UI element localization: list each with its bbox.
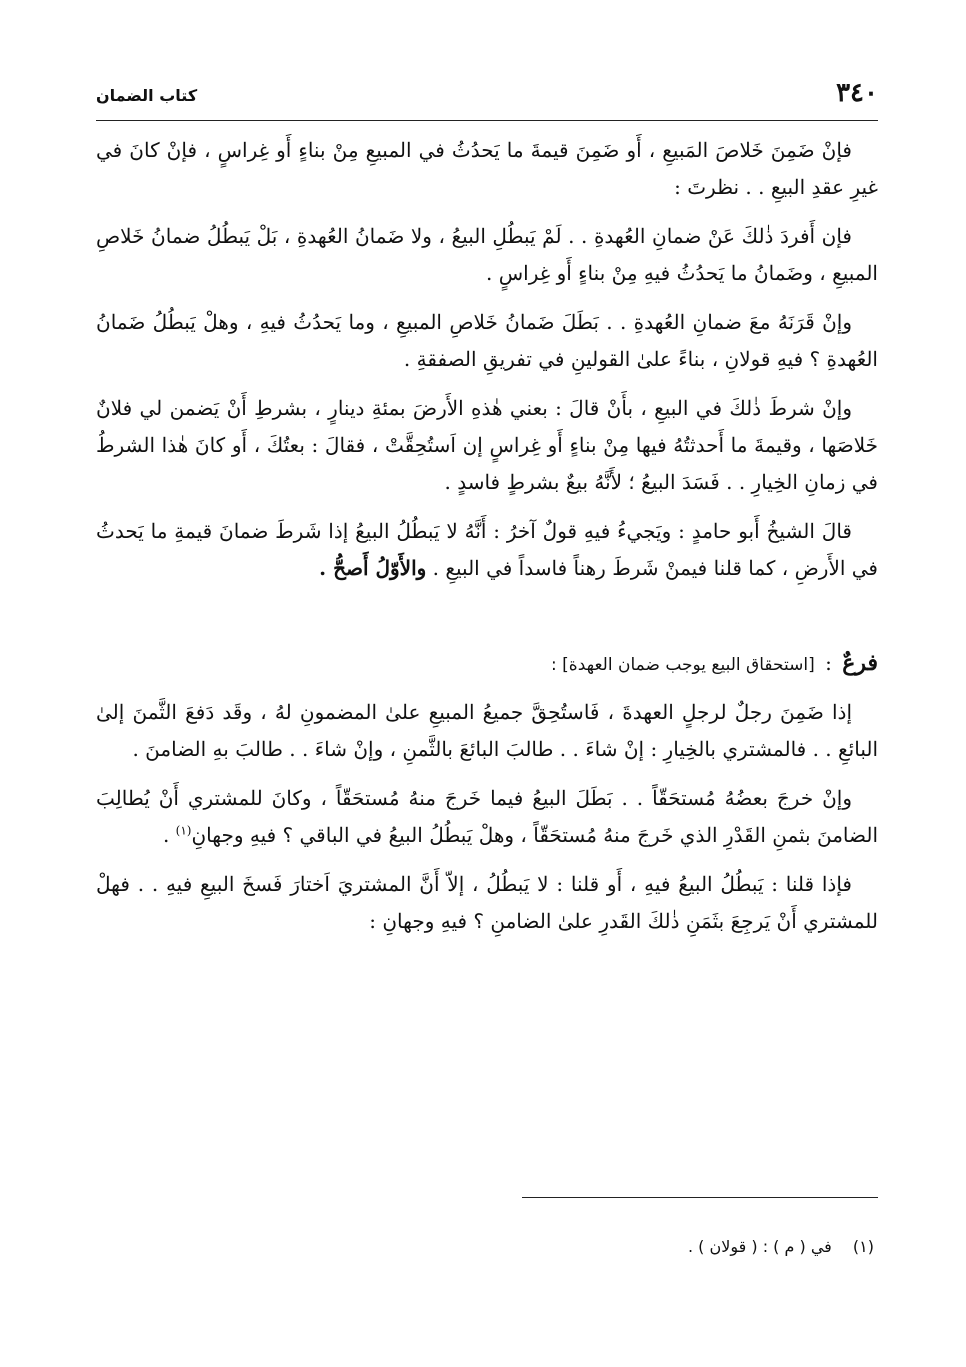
section-paragraph-2 bbox=[96, 780, 878, 854]
paragraph-3: وإنْ قَرَنَهُ معَ ضمانِ العُهدةِ . . بَطَلَ ضَمانُ خَلاصِ المبيعِ ، وما يَحدُثُ فيهِ ، وهلْ يَبطُلُ ضَمانُ العُهدةِ ؟ فيهِ قولانِ ، بناءً علىٰ القولينِ في تفريقِ الصفقةِ . bbox=[96, 310, 878, 371]
paragraph-abu-hamid bbox=[96, 513, 878, 587]
page-number: ٣٤٠ bbox=[836, 78, 878, 108]
section-label: فرعٌ bbox=[842, 650, 878, 676]
section-title: [استحقاق البيع يوجب ضمان العهدة] : bbox=[551, 655, 815, 675]
footnote-text: في ( م ) : ( قولان ) . bbox=[688, 1237, 832, 1256]
section-heading bbox=[96, 645, 878, 684]
section-paragraph-3: فإذا قلنا : يَبطُلُ البيعُ فيهِ ، أَو قلنا : لا يَبطُلُ ، إلاّ أَنَّ المشتريَ اَختارَ فَسخَ البيعِ فيهِ . . فهلْ للمشتري أَنْ يَرجِعَ بثَمَنِ ذٰلكَ القَدرِ علىٰ الضامنِ ؟ فيهِ وجهانِ : bbox=[96, 872, 878, 933]
footnote-number: (١) bbox=[852, 1237, 874, 1256]
paragraph-2: فإن أَفردَ ذٰلكَ عَنْ ضمانِ العُهدةِ . . لَمْ يَبطُلِ البيعُ ، ولا ضَمانُ العُهدةِ ، بَلْ يَبطُلُ ضمانُ خَلاصِ المبيعِ ، وضَمانُ ما يَحدُثُ فيهِ مِنْ بناءٍ أَو غِراسٍ . bbox=[96, 224, 878, 285]
paragraph-1: فإنْ ضَمِنَ خَلاصَ المَبيعِ ، أَو ضَمِنَ قيمةَ ما يَحدُثُ في المبيعِ مِنْ بناءٍ أَو غِراسٍ ، فإنْ كانَ في غيرِ عقدِ البيعِ . . نظرتَ : bbox=[96, 138, 878, 199]
wajhan-text: وإنْ خرجَ بعضُهُ مُستحَقّاً . . بَطَلَ البيعُ فيما خَرجَ منهُ مُستحَقّاً ، وكانَ للمشتري أَنْ يُطالِبَ الضامنَ بثمنِ القَدْرِ الذي خَرجَ منهُ مُستحَقّاً ، وهلْ يَبطُلُ البيعُ في الباقي ؟ فيهِ وجهانِ bbox=[96, 786, 878, 847]
wajhan-end: . bbox=[162, 823, 176, 847]
abu-hamid-text: قالَ الشيخُ أَبو حامدٍ : ويَجيءُ فيهِ قولٌ آخرُ : أَنَّهُ لا يَبطُلُ البيعُ إذا شَرطَ ضمانَ قيمةِ ما يَحدثُ في الأَرضِ ، كما قلنا فيمنْ شَرطَ رهناً فاسداً في البيعِ . bbox=[96, 519, 878, 580]
abu-hamid-conclusion: والأَوّلُ أَصحُّ . bbox=[319, 556, 427, 580]
page-header bbox=[96, 76, 878, 116]
footnote-divider bbox=[522, 1197, 878, 1198]
section-separator: : bbox=[825, 651, 832, 675]
body-text bbox=[96, 132, 878, 952]
footnote-reference[interactable]: (١) bbox=[175, 823, 192, 838]
section-paragraph-1: إذا ضَمِنَ رجلٌ لرجلٍ العهدةَ ، فَاستُحِقَّ جميعُ المبيعِ علىٰ المضمونِ لهُ ، وقَد دَفعَ الثَّمنَ إلىٰ البائعِ . . فالمشتري بالخِيارِ : إنْ شاءَ . . طالبَ البائعَ بالثَّمنِ ، وإنْ شاءَ . . طالبَ بهِ الضامنَ . bbox=[96, 700, 878, 761]
running-title: كتاب الضمان bbox=[96, 86, 198, 105]
header-divider bbox=[96, 120, 878, 121]
paragraph-4: وإنْ شرطَ ذٰلكَ في البيعِ ، بأَنْ قالَ : بعني هٰذهِ الأَرضَ بمئةِ دينارٍ ، بشرطِ أَنْ يَضمن لي فلانٌ خَلاصَها ، وقيمةَ ما أَحدثتُهُ فيها مِنْ بناءٍ أَو غِراسٍ إن اَستُحِقَّتْ ، فقالَ : بعتُكَ ، أَو كانَ هٰذا الشرطُ في زمانِ الخِيارِ . . فَسَدَ البيعُ ؛ لأَنَّهُ بيعٌ بشرطٍ فاسدٍ . bbox=[96, 396, 878, 494]
footnote bbox=[688, 1237, 874, 1256]
